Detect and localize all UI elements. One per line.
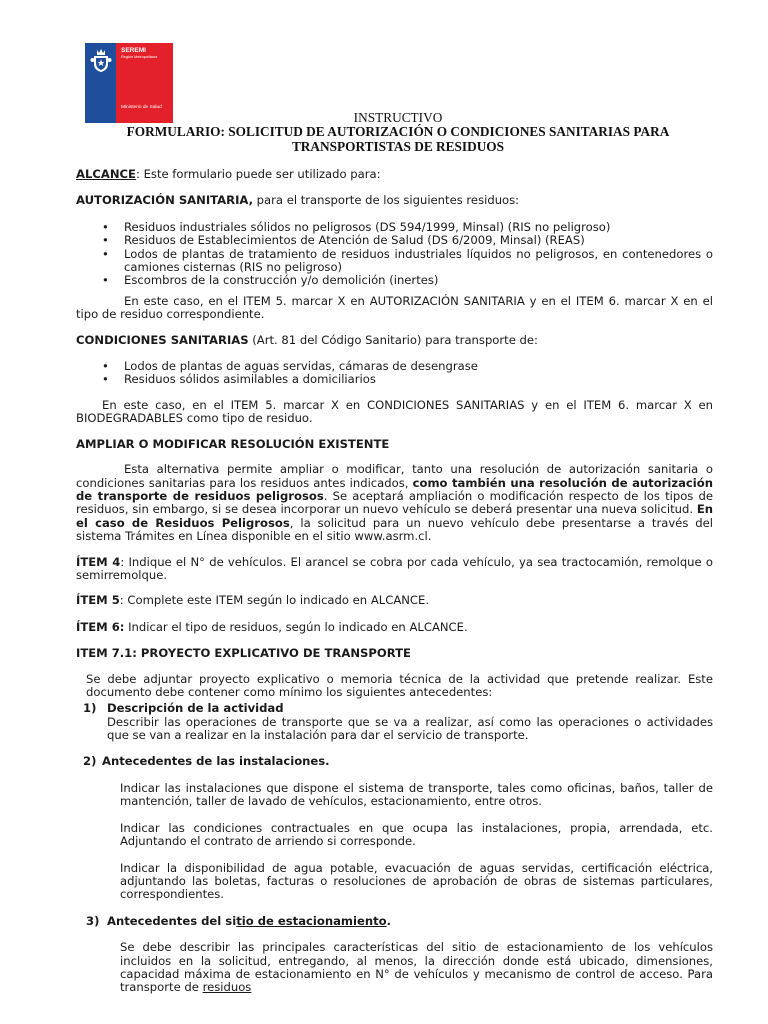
section-3-heading: [76, 915, 713, 928]
list-item: • Lodos de plantas de aguas servidas, cámaras de desengrase: [76, 360, 713, 373]
section-3-text-main: Se debe describir las principales características del sitio de estacionamiento de los vehículos incluidos en la solicitud, entregando, al menos, la dirección donde está ubicado, dimensiones, capacidad máxima de estacionamiento en N° de vehículos y mecanismo de control de acceso. Para transporte de: [120, 940, 713, 995]
item4-text: : Indique el N° de vehículos. El arancel se cobra por cada vehículo, ya sea tractocamión, remolque o semirremolque.: [76, 554, 713, 582]
condiciones-note: En este caso, en el ITEM 5. marcar X en CONDICIONES SANITARIAS y en el ITEM 6. marcar X en BIODEGRADABLES como tipo de residuo.: [76, 397, 713, 426]
section-3-text: [76, 941, 713, 995]
section-2-paragraph: Indicar la disponibilidad de agua potable, evacuación de aguas servidas, certificación eléctrica, adjuntando las boletas, facturas o resoluciones de aprobación de obras de sistemas particulares, correspondientes.: [120, 860, 713, 902]
condiciones-paragraph: [76, 334, 713, 347]
section-1: [76, 702, 713, 742]
autorizacion-note: En este caso, en el ITEM 5. marcar X en AUTORIZACIÓN SANITARIA y en el ITEM 6. marcar X en el tipo de residuo correspondiente.: [76, 293, 713, 322]
section-2-paragraph: Indicar las instalaciones que dispone el sistema de transporte, tales como oficinas, baños, taller de mantención, taller de lavado de vehículos, estacionamiento, entre otros.: [120, 781, 713, 809]
item5-label: ÍTEM 5: [76, 593, 120, 608]
section-3-number: 3): [86, 913, 100, 928]
item6-paragraph: [76, 621, 713, 634]
ampliar-text-3: , la solicitud para un nuevo vehículo debe presentarse a través del sistema Trámites en Línea disponible en el sitio www.asrm.cl.: [76, 515, 713, 544]
logo-seremi-text: SEREMI: [121, 47, 146, 54]
ampliar-bold-1: como también una resolución de autorización de transporte de residuos peligrosos: [76, 475, 713, 503]
condiciones-text: (Art. 81 del Código Sanitario) para transporte de:: [248, 332, 538, 347]
document-title: [76, 111, 720, 154]
title-line-2: FORMULARIO: SOLICITUD DE AUTORIZACIÓN O CONDICIONES SANITARIAS PARA: [126, 124, 670, 140]
autorizacion-label: AUTORIZACIÓN SANITARIA,: [76, 193, 253, 208]
title-line-3: TRANSPORTISTAS DE RESIDUOS: [291, 138, 505, 154]
ampliar-text-1: Esta alternativa permite ampliar o modificar, tanto una resolución de autorización sanitaria o condiciones sanitarias para los residuos antes indicados,: [76, 462, 713, 490]
document-body: [76, 168, 713, 995]
item4-paragraph: [76, 556, 713, 583]
ampliar-heading: AMPLIAR O MODIFICAR RESOLUCIÓN EXISTENTE: [76, 436, 390, 451]
section-1-title: Descripción de la actividad: [107, 701, 284, 716]
logo-region-text: Región Metropolitana: [121, 55, 158, 59]
item71-intro: Se debe adjuntar proyecto explicativo o memoria técnica de la actividad que pretende realizar. Este documento debe contener como mínimo los siguientes antecedentes:: [86, 671, 713, 699]
item6-label: ÍTEM 6:: [76, 619, 125, 634]
autorizacion-paragraph: [76, 194, 713, 207]
alcance-paragraph: [76, 168, 713, 181]
title-line-1: INSTRUCTIVO: [353, 110, 443, 125]
autorizacion-list: [76, 221, 713, 288]
section-3-text-underlined: residuos: [202, 980, 252, 995]
section-1-number: 1): [83, 701, 97, 716]
item5-text: : Complete este ITEM según lo indicado en ALCANCE.: [119, 593, 430, 608]
section-3-title-c: .: [386, 913, 392, 928]
list-item: • Residuos sólidos asimilables a domiciliarios: [76, 373, 713, 386]
condiciones-label: CONDICIONES SANITARIAS: [76, 332, 249, 347]
list-item: • Lodos de plantas de tratamiento de residuos industriales líquidos no peligrosos, en contenedores o camiones cisternas (RIS no peligroso): [76, 248, 713, 275]
alcance-label: ALCANCE: [76, 167, 136, 181]
section-2-heading: [76, 755, 713, 768]
section-2: [76, 755, 713, 902]
alcance-text: : Este formulario puede ser utilizado para:: [135, 167, 381, 181]
list-item: • Escombros de la construcción y/o demolición (inertes): [76, 274, 713, 287]
condiciones-list: [76, 360, 713, 387]
ampliar-bold-2: En el caso de Residuos Peligrosos: [76, 502, 713, 530]
item5-paragraph: [76, 594, 713, 607]
section-2-title: Antecedentes de las instalaciones.: [102, 753, 330, 768]
autorizacion-text: para el transporte de los siguientes residuos:: [253, 193, 520, 208]
section-2-paragraph: Indicar las condiciones contractuales en que ocupa las instalaciones, propia, arrendada, etc. Adjuntando el contrato de arriendo si corresponde.: [120, 820, 713, 849]
section-2-number: 2): [83, 753, 97, 768]
item4-label: ÍTEM 4: [76, 554, 121, 569]
list-item: • Residuos industriales sólidos no peligrosos (DS 594/1999, Minsal) (RIS no peligroso): [76, 221, 713, 234]
item71-heading: ITEM 7.1: PROYECTO EXPLICATIVO DE TRANSPORTE: [76, 646, 411, 661]
item6-text: Indicar el tipo de residuos, según lo indicado en ALCANCE.: [124, 619, 468, 634]
ampliar-text-2: . Se aceptará ampliación o modificación respecto de los tipos de residuos, sin embargo, si se desea incorporar un nuevo vehículo se deberá presentar una nueva solicitud.: [76, 488, 713, 517]
section-1-heading: [76, 702, 713, 715]
section-3-title-a: Antecedentes del si: [107, 913, 237, 928]
list-item: • Residuos de Establecimientos de Atención de Salud (DS 6/2009, Minsal) (REAS): [76, 234, 713, 247]
logo-ministry-text: Ministerio de Salud: [121, 105, 162, 110]
section-1-text: Describir las operaciones de transporte que se va a realizar, así como las operaciones o actividades que se van a realizar en la instalación para dar el servicio de transporte.: [107, 714, 713, 743]
ampliar-paragraph: [76, 463, 713, 543]
coat-of-arms-icon: [90, 47, 112, 73]
section-3-title-b: tio de estacionamiento: [236, 913, 387, 928]
section-3: [76, 915, 713, 995]
